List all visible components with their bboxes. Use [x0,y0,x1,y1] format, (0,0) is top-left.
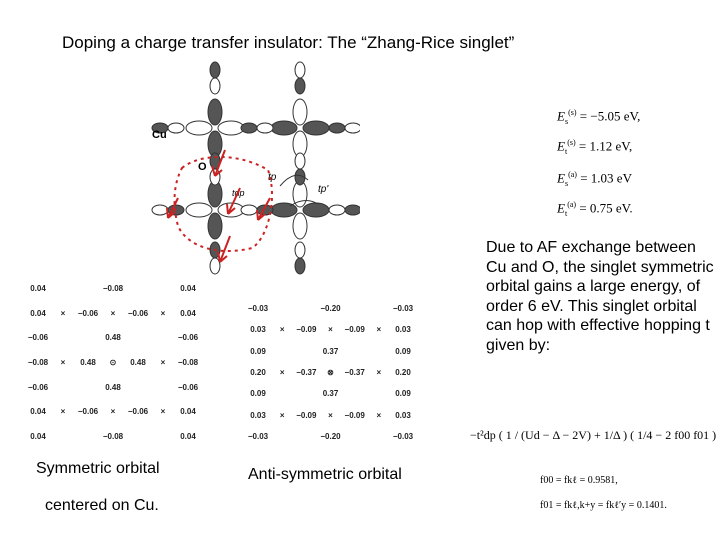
grid-cell: −0.06 [177,382,199,392]
cu-d-orbital-lobe [218,121,244,135]
grid-cell: −0.09 [344,325,365,335]
grid-cell: × [376,325,382,335]
grid-cell: −0.03 [392,432,414,441]
o-p-orbital-lobe [295,153,305,169]
grid-cell: 0.04 [30,284,46,293]
grid-cell: × [328,325,333,335]
hopping-formula: −t²dp ( 1 / (Ud − Δ − 2V) + 1/Δ ) ( 1/4 − 2 f00 f01 ) [470,428,717,442]
o-p-orbital-lobe [329,205,345,215]
energy-line-3 [557,170,632,188]
grid-cell: × [279,410,285,420]
energy-sub: t [564,146,568,156]
energy-sup: (s) [568,108,577,117]
grid-cell: 0.04 [180,308,196,318]
f00-formula: f00 = fkℓ = 0.9581, [540,475,618,486]
grid-cell: × [110,407,116,417]
energy-value: = 1.03 eV [580,170,632,186]
cu-label: Cu [152,129,167,141]
energy-value: = −5.05 eV, [579,108,641,124]
o-p-orbital-lobe [345,123,360,133]
o-p-orbital-lobe [241,123,257,133]
energy-value: = 1.12 eV, [578,138,633,154]
grid-cell: 0.20 [250,368,266,377]
energy-sub: t [564,208,568,218]
cuo2-lattice-diagram [140,58,360,278]
grid-cell: × [376,368,382,377]
o-p-orbital-lobe [329,123,345,133]
o-label: O [198,161,207,173]
grid-cell: −0.08 [177,358,199,367]
grid-cell: × [60,407,66,417]
o-p-orbital-lobe [295,62,305,78]
grid-cell: 0.04 [180,407,196,417]
energy-sup: (a) [568,170,577,179]
symmetric-orbital-grid [28,284,198,444]
grid-cell: −0.06 [177,333,199,343]
cu-d-orbital-lobe [208,213,222,239]
tdp-label: tdp [232,188,245,198]
grid-cell: −0.08 [27,358,49,367]
grid-cell: × [376,410,382,420]
cu-d-orbital-lobe [271,121,297,135]
grid-cell: −0.20 [320,432,341,441]
grid-cell: −0.08 [102,284,124,293]
cu-d-orbital-lobe [293,99,307,125]
grid-cell: 0.04 [180,284,196,293]
grid-cell: 0.03 [395,410,411,420]
grid-cell: 0.20 [395,368,411,377]
caption-symmetric: Symmetric orbital [36,460,160,477]
cu-d-orbital-lobe [303,121,329,135]
grid-cell: −0.03 [247,304,269,313]
o-p-orbital-lobe [210,258,220,274]
energy-line-1 [557,108,640,126]
grid-cell: 0.48 [80,358,96,367]
o-p-orbital-lobe [210,169,220,185]
energy-symbol: E [557,138,565,154]
grid-cell: 0.37 [322,346,339,356]
grid-cell: × [60,308,66,318]
cu-d-orbital-lobe [186,121,212,135]
energy-sup: (s) [567,138,576,147]
grid-cell: −0.03 [392,304,414,313]
cu-d-orbital-lobe [218,203,244,217]
o-p-orbital-lobe [295,78,305,94]
grid-cell: × [279,325,285,335]
energy-sub: s [564,178,569,188]
energy-line-4 [557,200,633,218]
grid-cell: 0.04 [30,308,46,318]
description-text: Due to AF exchange between Cu and O, the singlet symmetric orbital gains a large energy, of order 6 eV. This singlet orbital can hop with effective hopping t given by: [486,239,714,354]
grid-cell: 0.37 [322,389,339,399]
o-p-orbital-lobe [345,205,360,215]
grid-cell: −0.06 [27,333,49,343]
cu-d-orbital-lobe [271,203,297,217]
grid-cell: 0.03 [250,410,266,420]
grid-cell: −0.09 [296,325,317,335]
antisymmetric-orbital-grid [248,304,413,444]
grid-cell: 0.09 [395,346,411,356]
grid-cell: 0.09 [250,346,266,356]
grid-cell: × [328,410,333,420]
energy-sub: s [564,116,569,126]
tp-label: tp [268,172,277,183]
o-p-orbital-lobe [295,258,305,274]
grid-cell: −0.08 [102,432,124,441]
grid-cell: 0.03 [395,325,411,335]
energy-symbol: E [557,170,565,186]
grid-cell: × [160,358,166,367]
energy-sup: (a) [567,200,577,209]
o-p-orbital-lobe [295,242,305,258]
o-p-orbital-lobe [257,123,273,133]
grid-cell: −0.06 [27,382,49,392]
grid-cell: × [160,407,166,417]
cu-d-orbital-lobe [303,203,329,217]
grid-cell: −0.03 [247,432,269,441]
grid-cell: × [110,308,116,318]
grid-cell: 0.04 [30,407,46,417]
grid-cell: −0.37 [296,368,317,377]
grid-cell: × [160,308,166,318]
grid-cell: −0.09 [296,410,317,420]
o-p-orbital-lobe [152,205,168,215]
o-p-orbital-lobe [241,205,257,215]
grid-cell: 0.04 [180,432,196,441]
o-p-orbital-lobe [168,123,184,133]
grid-cell: 0.04 [30,432,46,441]
grid-cell: 0.09 [395,389,411,399]
slide-title: Doping a charge transfer insulator: The “Zhang-Rice singlet” [62,33,515,52]
grid-cell: −0.37 [344,368,365,377]
energy-value: = 0.75 eV. [579,200,633,216]
o-p-orbital-lobe [210,62,220,78]
cu-d-orbital-lobe [208,99,222,125]
grid-cell: −0.06 [127,308,149,318]
grid-cell: × [279,368,285,377]
energy-symbol: E [557,108,565,124]
o-p-orbital-lobe [210,78,220,94]
caption-antisymmetric: Anti-symmetric orbital [248,466,402,483]
grid-cell: 0.09 [250,389,266,399]
grid-cell: 0.03 [250,325,266,335]
grid-cell: −0.09 [344,410,365,420]
grid-cell: −0.20 [320,304,341,313]
cu-d-orbital-lobe [293,213,307,239]
cu-d-orbital-lobe [186,203,212,217]
grid-cell: −0.06 [127,407,149,417]
energy-line-2 [557,138,632,156]
f01-formula: f01 = fkℓ,k+y = fkℓ′y = 0.1401. [540,500,667,511]
grid-cell: 0.48 [105,333,121,343]
grid-cell: ⊗ [327,368,334,377]
grid-cell: 0.48 [105,382,121,392]
grid-cell: 0.48 [130,358,146,367]
caption-centered: centered on Cu. [45,497,159,514]
grid-cell: −0.06 [77,308,99,318]
energy-symbol: E [557,200,565,216]
tp-prime-label: tp' [318,184,329,195]
grid-cell: × [60,358,66,367]
grid-cell: −0.06 [77,407,99,417]
grid-cell: ⊙ [109,358,117,367]
